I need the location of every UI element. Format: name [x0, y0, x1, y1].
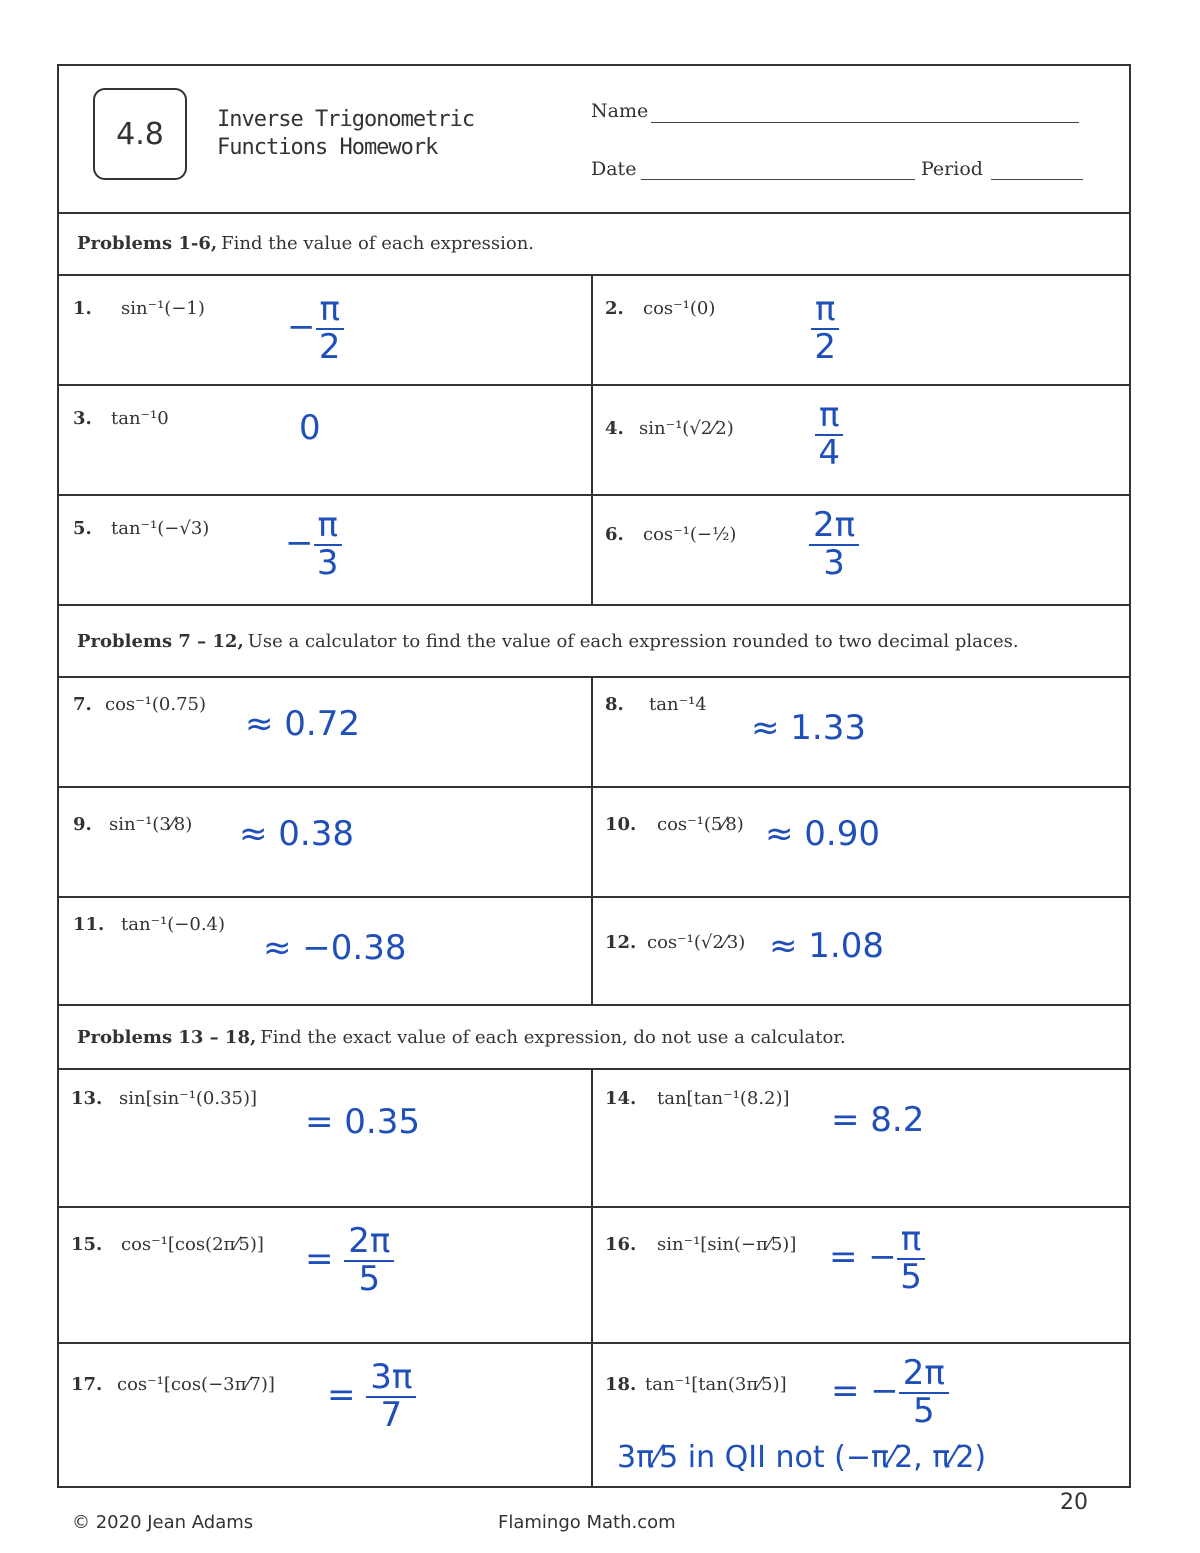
- handwritten-answer: ≈ 1.08: [769, 926, 884, 966]
- handwritten-answer: [287, 289, 344, 367]
- period-label: Period: [921, 158, 983, 180]
- problem-number: 10.: [605, 814, 637, 835]
- problem-expression: cos⁻¹(0): [643, 298, 716, 319]
- answer-numerator: π: [815, 398, 843, 436]
- problem-cell-1: [59, 276, 593, 386]
- problem-number: 18.: [605, 1374, 637, 1395]
- copyright: © 2020 Jean Adams: [72, 1512, 254, 1533]
- answer-denominator: 2: [318, 326, 341, 367]
- problem-expression: sin[sin⁻¹(0.35)]: [119, 1088, 258, 1109]
- handwritten-answer: ≈ 1.33: [751, 708, 866, 748]
- answer-prefix: −: [287, 307, 316, 348]
- lesson-number-box: [93, 88, 187, 180]
- handwritten-answer: = 0.35: [305, 1102, 420, 1142]
- title-line-2: Functions Homework: [217, 135, 438, 160]
- handwritten-answer: = 8.2: [831, 1100, 925, 1140]
- answer-denominator: 7: [380, 1394, 403, 1435]
- problem-expression: cos⁻¹(0.75): [105, 694, 206, 715]
- problem-number: 1.: [73, 298, 92, 319]
- problem-cell-5: [59, 496, 593, 606]
- period-field[interactable]: [991, 179, 1083, 180]
- answer-denominator: 5: [900, 1256, 922, 1297]
- answer-numerator: π: [897, 1222, 925, 1260]
- handwritten-answer: [327, 1357, 416, 1435]
- section-heading-text: Find the value of each expression.: [221, 232, 535, 254]
- section-heading-2: [59, 606, 1129, 678]
- problem-expression: tan⁻¹0: [111, 408, 169, 429]
- answer-fraction: [899, 1353, 949, 1431]
- problem-expression: tan[tan⁻¹(8.2)]: [657, 1088, 790, 1109]
- problem-cell-18: [593, 1344, 1129, 1488]
- handwritten-answer: [811, 289, 839, 367]
- date-label: Date: [591, 158, 637, 180]
- answer-numerator: π: [811, 292, 839, 330]
- answer-fraction: [316, 289, 344, 367]
- answer-numerator: 2π: [344, 1224, 394, 1262]
- problem-cell-10: [593, 788, 1129, 898]
- date-field[interactable]: [641, 179, 915, 180]
- answer-denominator: 3: [316, 542, 339, 583]
- problem-expression: tan⁻¹[tan(3π⁄5)]: [645, 1374, 787, 1395]
- problem-number: 12.: [605, 932, 637, 953]
- answer-denominator: 5: [913, 1390, 935, 1431]
- problem-cell-16: [593, 1208, 1129, 1344]
- answer-prefix: −: [285, 523, 314, 564]
- problem-cell-6: [593, 496, 1129, 606]
- problem-cell-3: [59, 386, 593, 496]
- handwritten-answer: [815, 395, 843, 473]
- problem-expression: cos⁻¹[cos(2π⁄5)]: [121, 1234, 264, 1255]
- worksheet-title: [217, 106, 517, 162]
- problem-expression: sin⁻¹(√2⁄2): [639, 418, 734, 439]
- answer-denominator: 3: [823, 542, 845, 583]
- problem-cell-11: [59, 898, 593, 1006]
- problem-expression: tan⁻¹(−√3): [111, 518, 210, 539]
- problem-cell-15: [59, 1208, 593, 1344]
- problem-cell-9: [59, 788, 593, 898]
- problem-cell-7: [59, 678, 593, 788]
- answer-fraction: [897, 1219, 925, 1297]
- answer-prefix: = −: [831, 1371, 899, 1412]
- answer-fraction: [366, 1357, 416, 1435]
- problem-expression: cos⁻¹(√2⁄3): [647, 932, 746, 953]
- problem-number: 17.: [71, 1374, 103, 1395]
- problem-cell-8: [593, 678, 1129, 788]
- section-heading-3: [59, 1006, 1129, 1070]
- handwritten-answer: [305, 1221, 394, 1299]
- answer-denominator: 5: [358, 1258, 381, 1299]
- page-number: 20: [1060, 1490, 1088, 1515]
- problem-number: 11.: [73, 914, 105, 935]
- name-field[interactable]: [651, 122, 1079, 123]
- section-heading-bold: Problems 13 – 18,: [77, 1026, 257, 1048]
- answer-fraction: [314, 505, 342, 583]
- handwritten-answer: ≈ 0.72: [245, 704, 360, 744]
- handwritten-answer: ≈ 0.38: [239, 814, 354, 854]
- section-heading-text: Use a calculator to find the value of each expression rounded to two decimal places.: [247, 630, 1019, 652]
- section-heading-bold: Problems 7 – 12,: [77, 630, 244, 652]
- problem-cell-2: [593, 276, 1129, 386]
- section-heading-bold: Problems 1-6,: [77, 232, 218, 254]
- problem-expression: tan⁻¹4: [649, 694, 707, 715]
- problem-expression: cos⁻¹(−½): [643, 524, 737, 545]
- problem-number: 16.: [605, 1234, 637, 1255]
- problem-cell-12: [593, 898, 1129, 1006]
- worksheet-header: [59, 66, 1129, 214]
- answer-numerator: π: [314, 508, 342, 546]
- handwritten-answer: ≈ 0.90: [765, 814, 880, 854]
- problem-cell-14: [593, 1070, 1129, 1208]
- problem-number: 3.: [73, 408, 92, 429]
- problem-expression: tan⁻¹(−0.4): [121, 914, 226, 935]
- problem-cell-17: [59, 1344, 593, 1488]
- answer-denominator: 2: [814, 326, 837, 367]
- handwritten-answer: 0: [299, 408, 321, 448]
- problem-expression: sin⁻¹(3⁄8): [109, 814, 193, 835]
- problem-cell-13: [59, 1070, 593, 1208]
- problem-expression: cos⁻¹(5⁄8): [657, 814, 744, 835]
- problem-number: 4.: [605, 418, 624, 439]
- problem-number: 7.: [73, 694, 92, 715]
- problem-number: 14.: [605, 1088, 637, 1109]
- section-heading-text: Find the exact value of each expression, do not use a calculator.: [260, 1026, 846, 1048]
- answer-prefix: =: [305, 1239, 345, 1280]
- answer-denominator: 4: [818, 432, 841, 473]
- problem-expression: cos⁻¹[cos(−3π⁄7)]: [117, 1374, 275, 1395]
- problem-expression: sin⁻¹(−1): [121, 298, 205, 319]
- answer-numerator: 3π: [366, 1360, 416, 1398]
- site-link: Flamingo Math.com: [498, 1512, 676, 1533]
- handwritten-note: 3π⁄5 in QII not (−π⁄2, π⁄2): [617, 1440, 987, 1475]
- problem-number: 15.: [71, 1234, 103, 1255]
- handwritten-answer: [829, 1219, 925, 1297]
- problem-number: 9.: [73, 814, 92, 835]
- answer-fraction: [344, 1221, 394, 1299]
- name-label: Name: [591, 100, 649, 122]
- answer-fraction: [811, 289, 839, 367]
- problem-number: 5.: [73, 518, 92, 539]
- worksheet: [57, 64, 1131, 1488]
- handwritten-answer: [285, 505, 342, 583]
- problem-number: 13.: [71, 1088, 103, 1109]
- answer-fraction: [815, 395, 843, 473]
- answer-numerator: 2π: [809, 508, 859, 546]
- problem-cell-4: [593, 386, 1129, 496]
- answer-prefix: = −: [829, 1237, 897, 1278]
- lesson-number: 4.8: [116, 116, 164, 152]
- handwritten-answer: [809, 505, 859, 583]
- handwritten-answer: [831, 1353, 949, 1431]
- answer-numerator: 2π: [899, 1356, 949, 1394]
- problem-expression: sin⁻¹[sin(−π⁄5)]: [657, 1234, 797, 1255]
- title-line-1: Inverse Trigonometric: [217, 107, 475, 132]
- answer-numerator: π: [316, 292, 344, 330]
- section-heading-1: [59, 212, 1129, 276]
- answer-fraction: [809, 505, 859, 583]
- answer-prefix: =: [327, 1375, 367, 1416]
- problem-number: 8.: [605, 694, 624, 715]
- problem-number: 6.: [605, 524, 624, 545]
- problem-number: 2.: [605, 298, 624, 319]
- handwritten-answer: ≈ −0.38: [263, 928, 407, 968]
